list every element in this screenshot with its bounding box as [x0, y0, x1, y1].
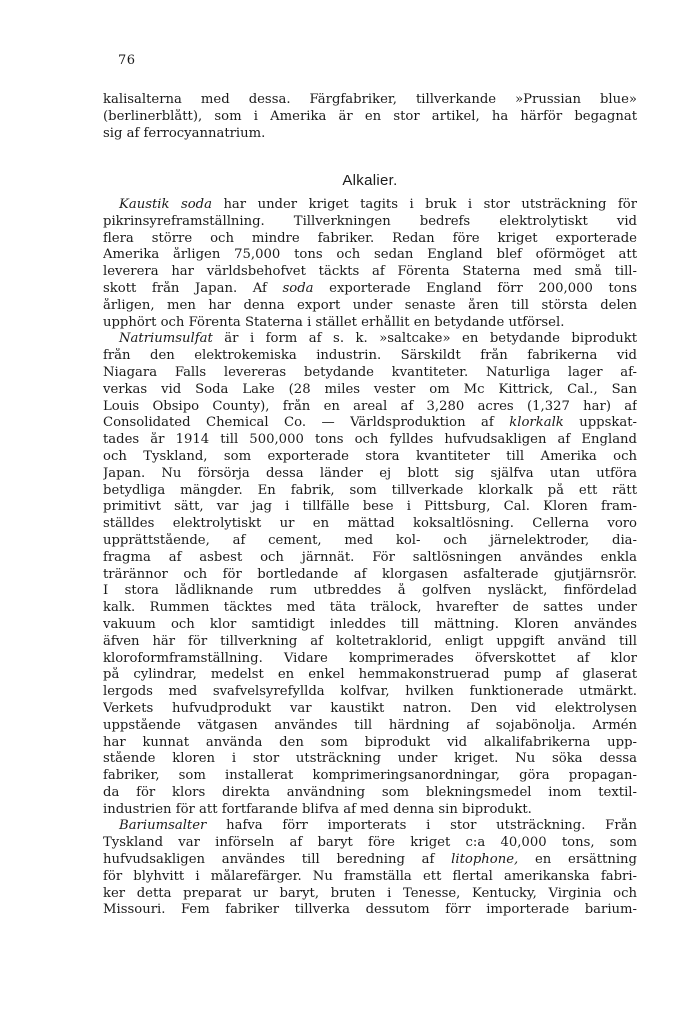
- text-run: Consolidated Chemical Co. — Världsproduktion af: [103, 415, 510, 431]
- text-line: [103, 331, 637, 348]
- text-run: lergods med svafvelsyrefyllda kolfvar, hvilken funktionerade utmärkt.: [103, 684, 637, 700]
- text-run: I stora lådliknande rum utbreddes å golfven nysläckt, finfördelad: [103, 583, 637, 599]
- text-line: [103, 886, 637, 903]
- text-line: [103, 835, 637, 852]
- text-run: fragma af asbest och järnnät. För saltlösningen användes enkla: [103, 549, 637, 565]
- text-run: är i form af s. k. »saltcake» en betydande biprodukt: [212, 331, 637, 347]
- text-run: kalk. Rummen täcktes med täta trälock, hvarefter de sattes under: [103, 600, 637, 616]
- text-run: fabriker, som installerat komprimeringsanordningar, göra propagan-: [103, 768, 637, 784]
- text-line: [103, 818, 637, 835]
- text-run: Missouri. Fem fabriker tillverka dessutom förr importerade barium-: [103, 902, 637, 918]
- italic-term: Bariumsalter: [119, 818, 207, 834]
- text-run: upphört och Förenta Staterna i stället erhållit en betydande utförsel.: [103, 314, 565, 330]
- text-line: [103, 533, 637, 550]
- text-line: [103, 264, 637, 281]
- text-run: Japan. Nu försörja dessa länder ej blott sig själfva utan utföra: [103, 465, 637, 481]
- italic-term: soda: [282, 280, 314, 296]
- text-run: verkas vid Soda Lake (28 miles vester om Mc Kittrick, Cal., San: [103, 381, 637, 397]
- text-run: (berlinerblått), som i Amerika är en stor artikel, ha härför begagnat: [103, 108, 637, 124]
- text-run: Niagara Falls levereras betydande kvantiteter. Naturliga lager af-: [103, 364, 637, 380]
- text-run: från den elektrokemiska industrin. Särskildt från fabrikerna vid: [103, 348, 637, 364]
- text-line: [103, 651, 637, 668]
- italic-term: klorkalk: [509, 415, 564, 431]
- text-line: [103, 617, 637, 634]
- text-run: och Tyskland, som exporterade stora kvantiteter till Amerika och: [103, 448, 637, 464]
- text-run: på cylindrar, medelst en enkel hemmakonstruerad pump af glaserat: [103, 667, 637, 683]
- text-line: [103, 298, 637, 315]
- text-run: Tyskland var införseln af baryt före kriget c:a 40,000 tons, som: [103, 835, 637, 851]
- text-run: betydliga mängder. En fabrik, som tillverkade klorkalk på ett rätt: [103, 482, 637, 498]
- text-line: [103, 365, 637, 382]
- text-run: tades år 1914 till 500,000 tons och fylldes hufvudsakligen af England: [103, 432, 637, 448]
- text-run: Verkets hufvudprodukt var kaustikt natron. Den vid elektrolysen: [103, 700, 637, 716]
- text-run: exporterade England förr 200,000 tons: [313, 280, 637, 296]
- text-line: [103, 231, 637, 248]
- text-line: [103, 852, 637, 869]
- text-line: [103, 415, 637, 432]
- text-run: äfven här för tillverkning af koltetraklorid, enligt uppgift använd till: [103, 633, 637, 649]
- text-line: [103, 214, 637, 231]
- text-run: da för klors direkta användning som blekningsmedel inom textil-: [103, 784, 637, 800]
- text-line: [103, 583, 637, 600]
- text-run: kloroformframställning. Vidare komprimerades öfverskottet af klor: [103, 650, 637, 666]
- text-line: [103, 634, 637, 651]
- text-run: flera större och mindre fabriker. Redan före kriget exporterade: [103, 230, 637, 246]
- text-line: [103, 667, 637, 684]
- text-line: [103, 466, 637, 483]
- text-run: årligen, men har denna export under senaste åren till största delen: [103, 297, 637, 313]
- text-line: [103, 382, 637, 399]
- text-line: [103, 281, 637, 298]
- italic-term: litophone,: [451, 852, 519, 868]
- text-run: hafva förr importerats i stor utsträckning. Från: [206, 818, 637, 834]
- text-line: [103, 92, 637, 109]
- text-run: industrien för att fortfarande blifva af med denna sin biprodukt.: [103, 801, 532, 817]
- text-line: [103, 483, 637, 500]
- text-line: [103, 499, 637, 516]
- text-run: pikrinsyreframställning. Tillverkningen bedrefs elektrolytiskt vid: [103, 213, 637, 229]
- text-line: [103, 684, 637, 701]
- section-heading: Alkalier.: [342, 172, 398, 189]
- text-line: [103, 109, 637, 126]
- text-line: [103, 315, 637, 332]
- text-line: [103, 735, 637, 752]
- text-line: [103, 516, 637, 533]
- intro-paragraph: [103, 92, 637, 142]
- page-number: 76: [118, 53, 136, 68]
- text-line: [103, 768, 637, 785]
- text-run: Amerika årligen 75,000 tons och sedan England blef oförmöget att: [103, 247, 637, 263]
- text-run: hufvudsakligen användes till beredning af: [103, 852, 452, 868]
- text-run: Louis Obsipo County), från en areal af 3,280 acres (1,327 har) af: [103, 398, 637, 414]
- text-run: för blyhvitt i målarefärger. Nu framställa ett flertal amerikanska fabri-: [103, 868, 637, 884]
- text-line: [103, 348, 637, 365]
- text-line: [103, 600, 637, 617]
- text-line: [103, 869, 637, 886]
- text-run: sig af ferrocyannatrium.: [103, 125, 266, 141]
- text-run: har under kriget tagits i bruk i stor utsträckning för: [211, 197, 637, 212]
- text-line: [103, 802, 637, 819]
- text-line: [103, 247, 637, 264]
- text-line: [103, 718, 637, 735]
- text-run: vakuum och klor samtidigt inleddes till mättning. Kloren användes: [103, 616, 637, 632]
- text-line: [103, 449, 637, 466]
- body-text: [103, 197, 637, 919]
- text-run: primitivt sätt, var jag i tillfälle bese i Pittsburg, Cal. Kloren fram-: [103, 499, 637, 515]
- text-run: ker detta preparat ur baryt, bruten i Tenesse, Kentucky, Virginia och: [103, 885, 637, 901]
- text-run: har kunnat använda den som biprodukt vid alkalifabrikerna upp-: [103, 734, 637, 750]
- text-line: [103, 399, 637, 416]
- text-line: [103, 902, 637, 919]
- text-run: uppskat-: [563, 415, 637, 431]
- text-line: [103, 785, 637, 802]
- text-line: [103, 567, 637, 584]
- text-run: ställdes elektrolytiskt ur en mättad koksaltlösning. Cellerna voro: [103, 516, 637, 532]
- text-run: uppstående vätgasen användes till härdning af sojabönolja. Armén: [103, 717, 637, 733]
- text-run: trärännor och för bortledande af klorgasen asfalterade gjutjärnsrör.: [103, 566, 637, 582]
- text-run: stående kloren i stor utsträckning under kriget. Nu söka dessa: [103, 751, 637, 767]
- text-line: [103, 550, 637, 567]
- text-line: [103, 751, 637, 768]
- italic-term: Natriumsulfat: [119, 331, 213, 347]
- text-run: leverera har världsbehofvet täckts af Förenta Staterna med små till-: [103, 264, 637, 280]
- italic-term: Kaustik soda: [119, 197, 212, 212]
- text-line: [103, 126, 637, 143]
- text-line: [103, 432, 637, 449]
- text-run: skott från Japan. Af: [103, 280, 283, 296]
- text-line: [103, 197, 637, 214]
- text-run: kalisalterna med dessa. Färgfabriker, tillverkande »Prussian blue»: [103, 92, 637, 107]
- text-run: en ersättning: [518, 852, 637, 868]
- text-run: upprättstående, af cement, med kol- och järnelektroder, dia-: [103, 532, 637, 548]
- text-line: [103, 701, 637, 718]
